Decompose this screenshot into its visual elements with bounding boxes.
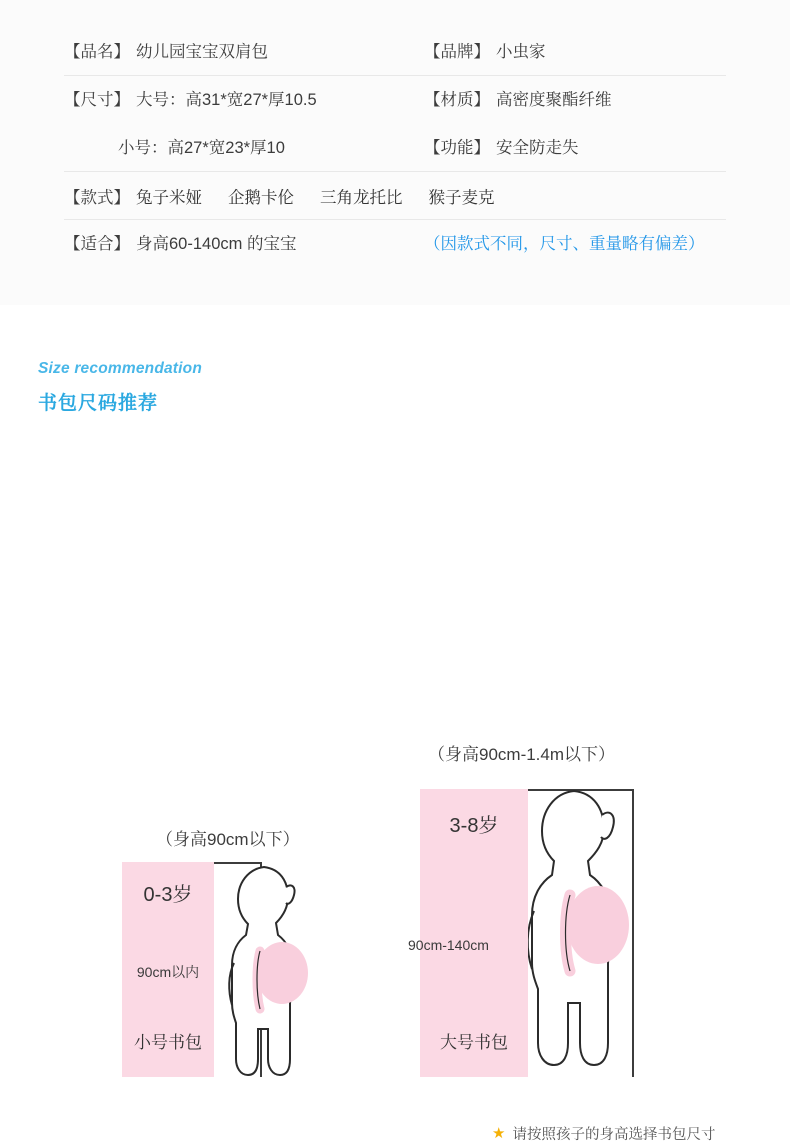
spec-cell-material	[424, 76, 726, 124]
footer-hint	[492, 1123, 715, 1144]
spec-key-size: 【尺寸】	[64, 90, 130, 109]
spec-row-fit	[64, 220, 726, 268]
spec-row	[64, 28, 726, 76]
panel-small-height-range: 90cm以内	[136, 964, 200, 980]
spec-value-name: 幼儿园宝宝双肩包	[136, 42, 268, 61]
child-figure-small	[212, 853, 322, 1094]
spec-cell-size-small	[64, 124, 424, 172]
spec-key-material: 【材质】	[424, 90, 490, 109]
spec-key-name: 【品名】	[64, 42, 130, 61]
star-icon: ★	[492, 1125, 506, 1142]
spec-cell-size-large	[64, 76, 424, 124]
spec-key-brand: 【品牌】	[424, 42, 490, 61]
spec-value-brand: 小虫家	[496, 42, 546, 61]
child-figure-large	[512, 775, 644, 1090]
spec-cell-styles	[64, 172, 521, 220]
spec-key-styles: 【款式】	[64, 189, 130, 207]
spec-value-material: 高密度聚酯纤维	[496, 90, 612, 109]
heading-english: Size recommendation	[38, 360, 203, 377]
panel-large-age: 3-8岁	[449, 815, 499, 837]
style-option: 猴子麦克	[428, 189, 495, 207]
style-option: 兔子米娅	[136, 189, 202, 207]
product-spec-block	[0, 0, 790, 305]
spec-key-fit: 【适合】	[64, 234, 130, 253]
spec-value-function: 安全防走失	[496, 138, 579, 157]
child-silhouette-small-icon	[212, 853, 322, 1089]
spec-key-function: 【功能】	[424, 138, 490, 157]
style-option: 企鹅卡伦	[228, 189, 294, 207]
caption-large-size: （身高90cm-1.4m以下）	[428, 745, 616, 764]
panel-small-age: 0-3岁	[143, 884, 193, 906]
spec-cell-note	[424, 220, 726, 268]
spec-deviation-note: （因款式不同，尺寸、重量略有偏差）	[424, 234, 705, 253]
spec-cell-function	[424, 124, 726, 172]
size-recommendation-block	[0, 305, 790, 1143]
size-panel-large	[408, 789, 528, 1077]
size-panel-small	[122, 862, 214, 1077]
footer-hint-text: 请按照孩子的身高选择书包尺寸	[512, 1127, 716, 1143]
spec-value-size-small: 小号：高27*宽23*厚10	[118, 138, 285, 157]
style-option: 三角龙托比	[320, 189, 403, 207]
spec-cell-fit	[64, 220, 424, 268]
spec-row	[64, 76, 726, 124]
spec-cell-brand	[424, 28, 726, 76]
spec-value-size-large: 大号：高31*宽27*厚10.5	[136, 90, 317, 109]
panel-large-bag-name: 大号书包	[440, 1033, 508, 1052]
spec-row-styles	[64, 172, 726, 220]
heading-chinese: 书包尺码推荐	[38, 393, 159, 414]
caption-small-size: （身高90cm以下）	[156, 830, 300, 849]
panel-large-height-range: 90cm-140cm	[408, 937, 489, 953]
panel-small-bag-name: 小号书包	[134, 1033, 202, 1052]
spec-value-fit: 身高60-140cm 的宝宝	[136, 234, 297, 253]
size-recommendation-heading	[38, 360, 202, 415]
spec-cell-name	[64, 28, 424, 76]
spec-row	[64, 124, 726, 172]
child-silhouette-large-icon	[512, 775, 644, 1085]
